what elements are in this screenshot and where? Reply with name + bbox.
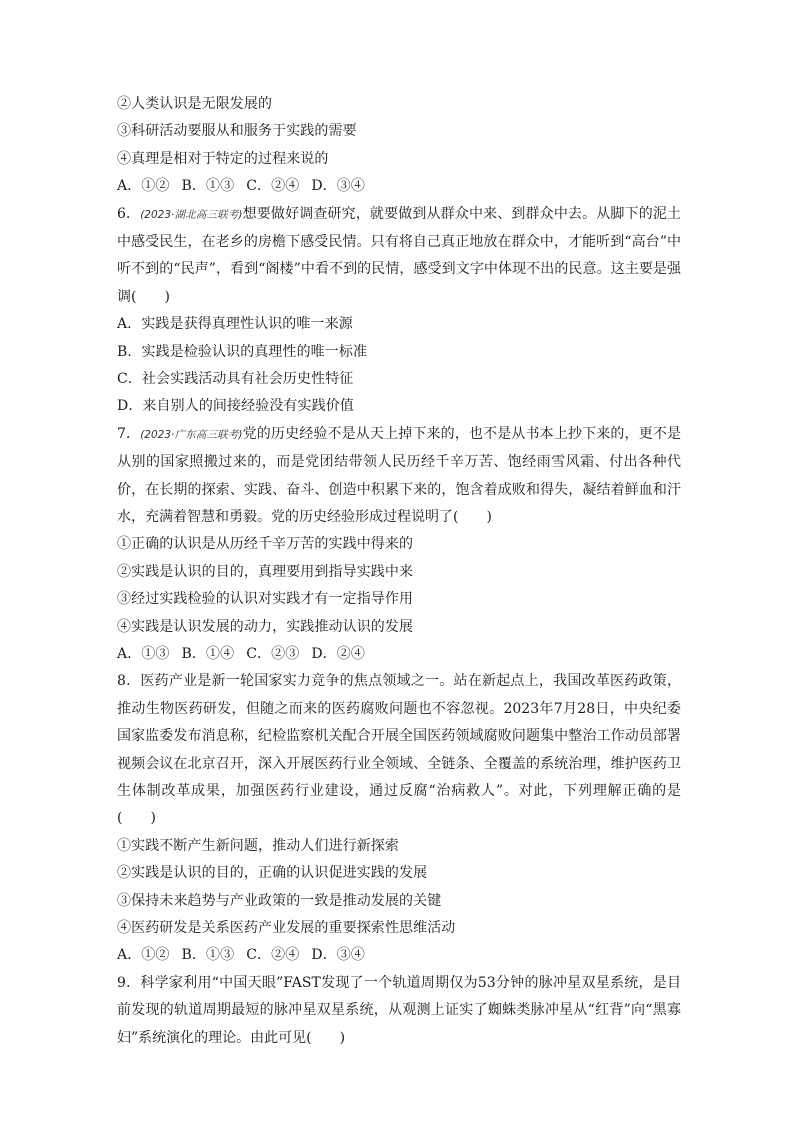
statement: ②实践是认识的目的，正确的认识促进实践的发展 <box>117 865 428 882</box>
option-c: C．②③ <box>246 645 300 662</box>
answer-options <box>117 641 681 668</box>
question-source: (2023·广东高三联考) <box>140 428 243 441</box>
option-b: B．①④ <box>181 645 235 662</box>
option-b: B．实践是检验认识的真理性的唯一标准 <box>117 343 368 360</box>
option-d: D．③④ <box>311 947 365 964</box>
option-d: D．来自别人的间接经验没有实践价值 <box>117 398 354 415</box>
statement: ③保持未来趋势与产业政策的一致是推动发展的关键 <box>117 892 442 909</box>
question-7 <box>117 421 681 532</box>
option-d: D．②④ <box>311 645 365 662</box>
statement: ①实践不断产生新问题，推动人们进行新探索 <box>117 837 399 854</box>
option-c: C．②④ <box>246 178 300 195</box>
question-stem: 科学家利用“中国天眼”FAST发现了一个轨道周期仅为53分钟的脉冲星双星系统，是目前发现的轨道周期最短的脉冲星双星系统，从观测上证实了蜘蛛类脉冲星从“红背”向“黑寡妇”系统演化的理论。由此可见( ) <box>117 974 681 1046</box>
document-content <box>117 91 681 1052</box>
question-number: 8． <box>117 673 141 690</box>
question-stem: 医药产业是新一轮国家实力竞争的焦点领域之一。站在新起点上，我国改革医药政策，推动生物医药研发，但随之而来的医药腐败问题也不容忽视。2023年7月28日，中央纪委国家监委发布消息称，纪检监察机关配合开展全国医药领域腐败问题集中整治工作动员部署视频会议在北京召开，深入开展医药行业全领域、全链条、全覆盖的系统治理，维护医药卫生体制改革成果，加强医药行业建设，通过反腐“治病救人”。对此，下列理解正确的是( ) <box>117 673 681 827</box>
question-8 <box>117 668 681 832</box>
option-c: C．②④ <box>246 947 300 964</box>
option-a: A．①② <box>117 178 170 195</box>
statement: ②实践是认识的目的，真理要用到指导实践中来 <box>117 563 414 580</box>
statement: ②人类认识是无限发展的 <box>117 96 273 112</box>
question-number: 9． <box>117 974 141 991</box>
question-9 <box>117 970 681 1052</box>
question-6 <box>117 201 681 312</box>
statement: ③科研活动要服从和服务于实践的需要 <box>117 123 357 140</box>
question-number: 6． <box>117 205 141 222</box>
option-b: B．①③ <box>181 947 235 964</box>
option-a: A．实践是获得真理性认识的唯一来源 <box>117 316 353 333</box>
statement: ①正确的认识是从历经千辛万苦的实践中得来的 <box>117 536 414 553</box>
question-number: 7． <box>117 425 141 442</box>
answer-options <box>117 942 681 969</box>
option-b: B．①③ <box>181 178 235 195</box>
question-stem: 想要做好调查研究，就要做到从群众中来、到群众中去。从脚下的泥土中感受民生，在老乡的房檐下感受民情。只有将自己真正地放在群众中，才能听到“高台”中听不到的“民声”，看到“阁楼”中看不到的民情，感受到文字中体现不出的民意。这主要是强调( ) <box>117 205 681 305</box>
statement: ④真理是相对于特定的过程来说的 <box>117 150 329 167</box>
statement: ④实践是认识发展的动力，实践推动认识的发展 <box>117 618 414 635</box>
answer-options <box>117 173 681 200</box>
option-a: A．①③ <box>117 645 170 662</box>
option-a: A．①② <box>117 947 170 964</box>
option-c: C．社会实践活动具有社会历史性特征 <box>117 370 354 387</box>
question-stem: 党的历史经验不是从天上掉下来的，也不是从书本上抄下来的，更不是从别的国家照搬过来的，而是党团结带领人民历经千辛万苦、饱经雨雪风霜、付出各种代价，在长期的探索、实践、奋斗、创造中积累下来的，饱含着成败和得失，凝结着鲜血和汗水，充满着智慧和勇毅。党的历史经验形成过程说明了( ) <box>117 425 681 525</box>
statement: ④医药研发是关系医药产业发展的重要探索性思维活动 <box>117 919 456 936</box>
statement: ③经过实践检验的认识对实践才有一定指导作用 <box>117 591 414 608</box>
option-d: D．③④ <box>311 178 365 195</box>
question-source: (2023·湖北高三联考) <box>140 208 243 221</box>
